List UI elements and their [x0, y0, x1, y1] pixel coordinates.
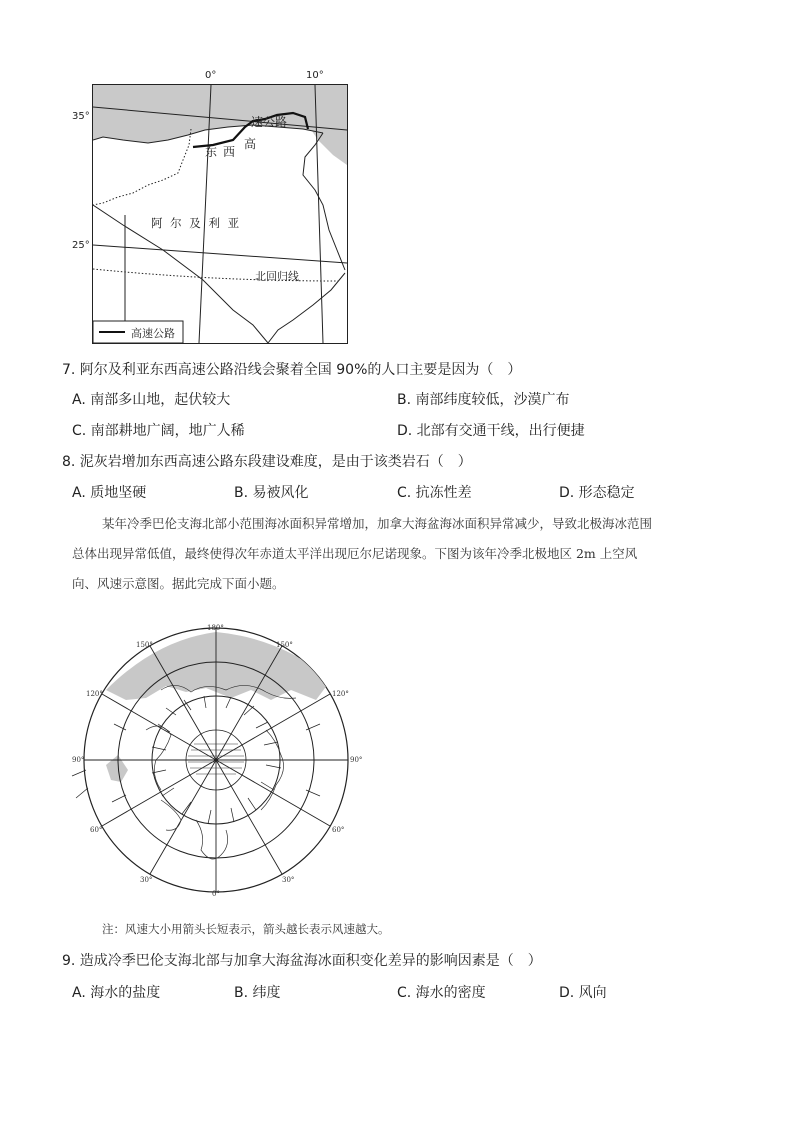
- q7-option-a[interactable]: A. 南部多山地，起伏较大: [72, 392, 231, 408]
- polar-label-0: 0°: [212, 890, 220, 898]
- tropic-label: 北回归线: [255, 270, 299, 283]
- arctic-wind-map-drawing: [66, 620, 366, 900]
- arctic-wind-map: [66, 620, 366, 900]
- polar-label-90e: 90°: [350, 756, 363, 764]
- country-label: 阿 尔 及 利 亚: [151, 216, 242, 230]
- polar-label-150w: 150°: [136, 641, 153, 649]
- polar-label-120e: 120°: [332, 690, 349, 698]
- polar-label-30w: 30°: [140, 876, 153, 884]
- polar-label-120w: 120°: [86, 690, 103, 698]
- polar-label-60e: 60°: [332, 826, 345, 834]
- q8-option-a[interactable]: A. 质地坚硬: [72, 485, 147, 501]
- algeria-map: [92, 84, 348, 344]
- polar-label-90w: 90°: [72, 756, 85, 764]
- q9-option-d[interactable]: D. 风向: [559, 985, 607, 1001]
- q7-option-b[interactable]: B. 南部纬度较低，沙漠广布: [397, 392, 570, 408]
- q9-option-a[interactable]: A. 海水的盐度: [72, 985, 161, 1001]
- lat-label-35: 35°: [72, 111, 90, 122]
- q9-option-c[interactable]: C. 海水的密度: [397, 985, 486, 1001]
- algeria-map-drawing: [93, 85, 347, 343]
- polar-label-150e: 150°: [276, 641, 293, 649]
- polar-label-60w: 60°: [90, 826, 103, 834]
- q7-stem: 7. 阿尔及利亚东西高速公路沿线会聚着全国 90%的人口主要是因为（ ）: [62, 362, 522, 378]
- q7-option-c[interactable]: C. 南部耕地广阔，地广人稀: [72, 423, 245, 439]
- passage: [72, 509, 732, 599]
- q7-option-d[interactable]: D. 北部有交通干线，出行便捷: [397, 423, 585, 439]
- passage-line-3: 向、风速示意图。据此完成下面小题。: [72, 576, 285, 591]
- q9-stem: 9. 造成冷季巴伦支海北部与加拿大海盆海冰面积变化差异的影响因素是（ ）: [62, 953, 542, 969]
- q8-option-d[interactable]: D. 形态稳定: [559, 485, 635, 501]
- highway-label-b: 东西: [205, 145, 242, 159]
- polar-map-note: 注：风速大小用箭头长短表示，箭头越长表示风速越大。: [102, 922, 390, 936]
- lon-label-0: 0°: [205, 70, 217, 81]
- q8-option-b[interactable]: B. 易被风化: [234, 485, 309, 501]
- highway-label-c: 高: [244, 137, 257, 151]
- lon-label-10: 10°: [306, 70, 324, 81]
- passage-line-1: 某年冷季巴伦支海北部小范围海冰面积异常增加，加拿大海盆海冰面积异常减少，导致北极海冰范围: [102, 516, 653, 531]
- lat-label-25: 25°: [72, 240, 90, 251]
- q8-stem: 8. 泥灰岩增加东西高速公路东段建设难度，是由于该类岩石（ ）: [62, 454, 472, 470]
- polar-label-180: 180°: [207, 624, 224, 632]
- passage-line-2: 总体出现异常低值，最终使得次年赤道太平洋出现厄尔尼诺现象。下图为该年冷季北极地区 2m 上空风: [72, 546, 638, 561]
- highway-label-a: 速公路: [251, 115, 288, 129]
- q8-option-c[interactable]: C. 抗冻性差: [397, 485, 472, 501]
- legend-label: 高速公路: [131, 327, 175, 340]
- polar-label-30e: 30°: [282, 876, 295, 884]
- q9-option-b[interactable]: B. 纬度: [234, 985, 281, 1001]
